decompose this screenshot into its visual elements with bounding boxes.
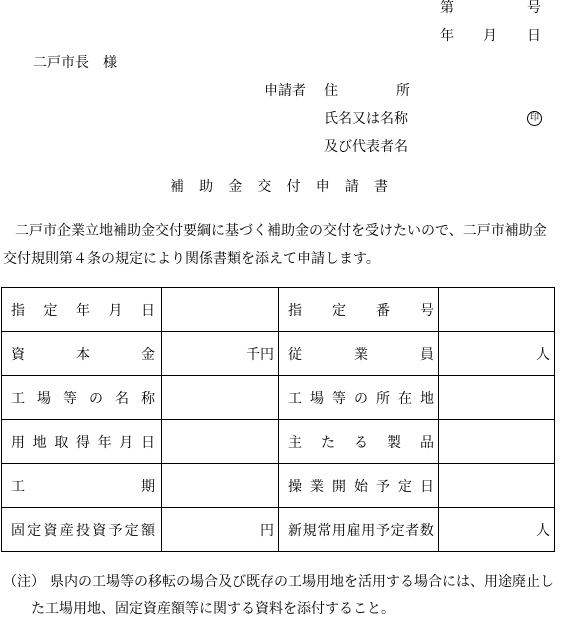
- left-value-cell[interactable]: [162, 464, 279, 508]
- label-char: 用: [331, 522, 346, 539]
- body-line-2: 交付規則第４条の規定により関係書類を添えて申請します。: [3, 251, 380, 267]
- left-label: [2, 344, 161, 364]
- label-char: 定: [390, 522, 405, 539]
- label-char: 日: [420, 478, 434, 495]
- left-label: [2, 432, 161, 452]
- label-char: 番: [376, 302, 390, 319]
- label-char: 固: [11, 522, 25, 539]
- left-label-cell: [2, 376, 162, 420]
- form-row: [2, 420, 555, 464]
- left-unit: 円: [260, 522, 274, 539]
- address-label-1: 住: [324, 83, 338, 99]
- label-char: 操: [288, 478, 302, 495]
- right-value-cell[interactable]: [439, 332, 555, 376]
- right-label: [279, 476, 438, 496]
- left-value-cell[interactable]: [162, 420, 279, 464]
- left-label-cell: [2, 332, 162, 376]
- form-row: [2, 376, 555, 420]
- label-char: 地: [420, 390, 434, 407]
- label-char: 指: [288, 302, 302, 319]
- right-label-cell: [279, 376, 439, 420]
- addressee: 二戸市長 様: [33, 55, 117, 71]
- label-char: 工: [288, 390, 302, 407]
- label-char: た: [321, 434, 335, 451]
- right-label-cell: [279, 420, 439, 464]
- label-char: 用: [11, 434, 25, 451]
- title-char: 請: [344, 179, 359, 195]
- right-value-cell[interactable]: [439, 508, 555, 552]
- label-char: 日: [141, 302, 155, 319]
- form-row: [2, 288, 555, 332]
- date-month-label: 月: [483, 28, 497, 44]
- left-label: [2, 300, 161, 320]
- label-char: 規: [302, 522, 317, 539]
- label-char: 常: [317, 522, 332, 539]
- label-char: 始: [354, 478, 368, 495]
- label-char: る: [354, 434, 368, 451]
- label-char: 用: [361, 522, 376, 539]
- representative-label: 及び代表者名: [324, 139, 408, 155]
- right-unit: 人: [536, 522, 550, 539]
- title-char: 申: [315, 179, 330, 195]
- left-value-cell[interactable]: [162, 508, 279, 552]
- left-label-cell: [2, 420, 162, 464]
- label-char: 場: [37, 390, 51, 407]
- label-char: 金: [141, 346, 155, 363]
- label-char: 指: [11, 302, 25, 319]
- form-row: [2, 508, 555, 552]
- label-char: 年: [97, 434, 112, 451]
- left-value-cell[interactable]: [162, 332, 279, 376]
- note-line-1: 県内の工場等の移転の場合及び既存の工場用地を活用する場合には、用途廃止し: [50, 574, 554, 590]
- right-label: [279, 432, 438, 452]
- label-char: 月: [108, 302, 123, 319]
- label-char: 取: [54, 434, 69, 451]
- date-year-label: 年: [440, 28, 454, 44]
- left-label-cell: [2, 508, 162, 552]
- label-char: 定: [124, 522, 139, 539]
- right-value-cell[interactable]: [439, 464, 555, 508]
- document-title: [170, 180, 388, 194]
- label-char: 号: [420, 302, 434, 319]
- right-value-cell[interactable]: [439, 376, 555, 420]
- left-value-cell[interactable]: [162, 376, 279, 420]
- label-char: 品: [420, 434, 434, 451]
- label-char: 定: [43, 302, 58, 319]
- form-row: [2, 332, 555, 376]
- label-char: 本: [76, 346, 90, 363]
- note-mark: （注）: [3, 574, 45, 590]
- label-char: 名: [115, 390, 129, 407]
- label-char: 資: [11, 346, 25, 363]
- label-char: 業: [310, 478, 324, 495]
- title-char: 付: [286, 179, 301, 195]
- label-char: の: [354, 390, 368, 407]
- label-char: 工: [11, 478, 25, 495]
- left-unit: 千円: [246, 346, 274, 363]
- address-label-2: 所: [396, 83, 410, 99]
- label-char: 主: [288, 434, 302, 451]
- right-label-cell: [279, 288, 439, 332]
- right-label-cell: [279, 464, 439, 508]
- label-char: 予: [375, 522, 390, 539]
- label-char: 投: [76, 522, 90, 539]
- label-char: 期: [141, 478, 155, 495]
- right-label: [279, 388, 438, 408]
- label-char: 地: [32, 434, 47, 451]
- label-char: 在: [398, 390, 412, 407]
- right-label: [279, 300, 438, 320]
- applicant-label: 申請者: [264, 83, 306, 99]
- label-char: 日: [140, 434, 155, 451]
- left-label: [2, 520, 161, 540]
- label-char: 資: [43, 522, 58, 539]
- label-char: 年: [76, 302, 90, 319]
- label-char: 定: [332, 302, 346, 319]
- title-char: 助: [199, 179, 214, 195]
- label-char: 産: [59, 522, 74, 539]
- label-char: 月: [119, 434, 134, 451]
- title-char: 交: [257, 179, 272, 195]
- label-char: 新: [288, 522, 302, 539]
- right-label: [279, 344, 438, 364]
- label-char: 称: [141, 390, 155, 407]
- label-char: の: [89, 390, 103, 407]
- label-char: 雇: [346, 522, 361, 539]
- label-char: 員: [420, 346, 434, 363]
- body-line-1: 二戸市企業立地補助金交付要綱に基づく補助金の交付を受けたいので、二戸市補助金: [15, 223, 547, 239]
- title-char: 補: [170, 179, 184, 195]
- number-suffix: 号: [527, 0, 541, 16]
- left-label: [2, 476, 161, 496]
- right-label: [279, 520, 438, 540]
- label-char: 所: [376, 390, 390, 407]
- number-prefix: 第: [440, 0, 454, 16]
- seal-icon: 印: [527, 111, 542, 126]
- right-unit: 人: [536, 346, 550, 363]
- label-char: 者: [405, 522, 420, 539]
- left-value-cell[interactable]: [162, 288, 279, 332]
- label-char: 予: [108, 522, 123, 539]
- right-label-cell: [279, 508, 439, 552]
- label-char: 開: [332, 478, 346, 495]
- left-label: [2, 388, 161, 408]
- right-label-cell: [279, 332, 439, 376]
- label-char: 数: [419, 522, 434, 539]
- name-label: 氏名又は名称: [324, 111, 408, 127]
- label-char: 額: [141, 522, 155, 539]
- form-row: [2, 464, 555, 508]
- label-char: 製: [387, 434, 401, 451]
- label-char: 定: [398, 478, 412, 495]
- label-char: 定: [27, 522, 42, 539]
- note-line-2: た工場用地、固定資産額等に関する資料を添付すること。: [31, 601, 395, 617]
- title-char: 金: [228, 179, 243, 195]
- label-char: 場: [310, 390, 324, 407]
- label-char: 工: [11, 390, 25, 407]
- right-value-cell[interactable]: [439, 420, 555, 464]
- left-label-cell: [2, 288, 162, 332]
- label-char: 従: [288, 346, 302, 363]
- label-char: 資: [92, 522, 107, 539]
- label-char: 業: [354, 346, 368, 363]
- label-char: 等: [332, 390, 346, 407]
- label-char: 得: [75, 434, 90, 451]
- date-day-label: 日: [527, 28, 541, 44]
- title-char: 書: [373, 179, 388, 195]
- left-label-cell: [2, 464, 162, 508]
- application-form-table: [1, 287, 555, 552]
- label-char: 等: [63, 390, 77, 407]
- right-value-cell[interactable]: [439, 288, 555, 332]
- label-char: 予: [376, 478, 390, 495]
